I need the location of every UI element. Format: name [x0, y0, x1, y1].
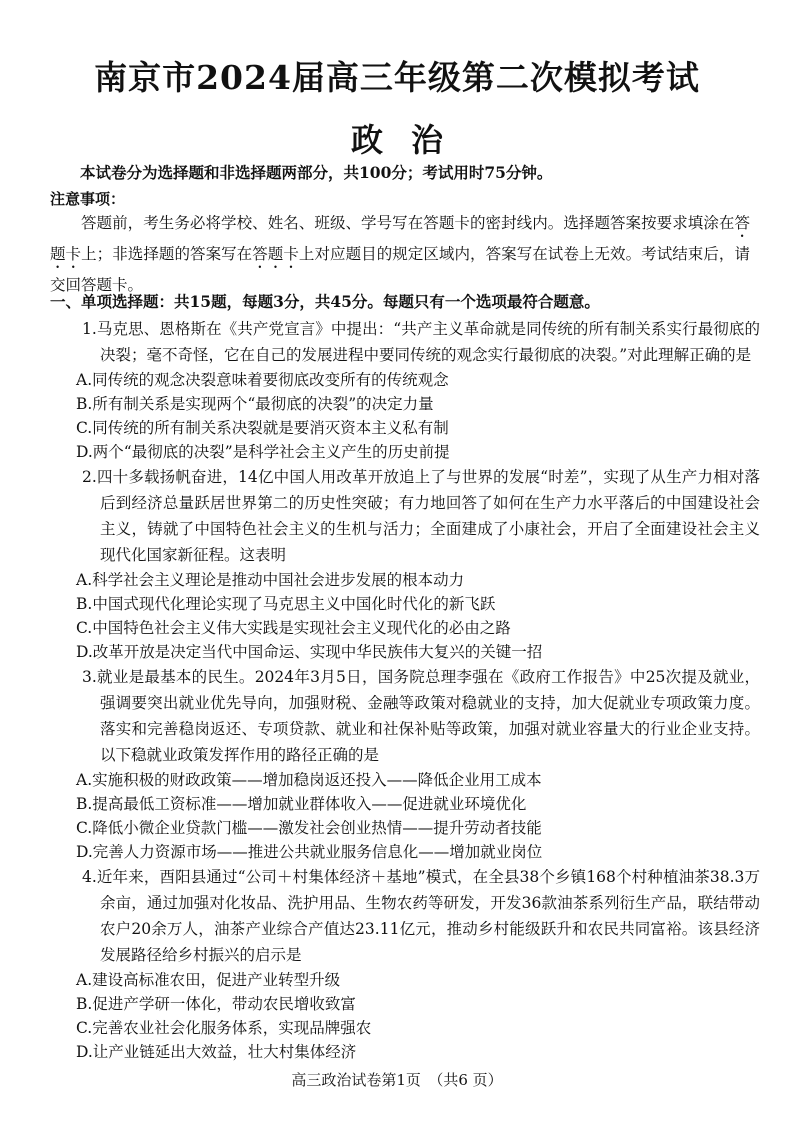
question-stem: 3.就业是最基本的民生。2024年3月5日，国务院总理李强在《政府工作报告》中25次提及就业，强调要突出就业优先导向，加强财税、金融等政策对稳就业的支持，加大促就业专项政策力度。落实和完善稳岗返还、专项贷款、就业和社保补贴等政策，加强对就业容量大的行业企业支持。以下稳就业政策发挥作用的路径正确的是 — [82, 668, 760, 764]
option-b: B.促进产学研一体化，带动农民增收致富 — [76, 995, 356, 1013]
option-d: D.两个“最彻底的决裂”是科学社会主义产生的历史前提 — [76, 443, 450, 461]
option-a: A.实施积极的财政政策——增加稳岗返还投入——降低企业用工成本 — [76, 771, 542, 789]
page-footer: 高三政治试卷第1页 （共6 页） — [291, 1071, 503, 1089]
question-4 — [50, 864, 760, 1064]
option-d: D.改革开放是决定当代中国命运、实现中华民族伟大复兴的关键一招 — [76, 643, 543, 661]
option-a: A.同传统的观念决裂意味着要彻底改变所有的传统观念 — [76, 371, 449, 389]
notice-emphasis-2: 答题卡 — [252, 245, 299, 263]
section-heading: 一、单项选择题：共15题，每题3分，共45分。每题只有一个选项最符合题意。 — [50, 292, 600, 311]
option-c: C.完善农业社会化服务体系，实现品牌强农 — [76, 1019, 372, 1037]
question-list — [50, 316, 760, 1064]
notice-text-1: 答题前，考生务必将学校、姓名、班级、学号写在答题卡的密封线内。选择题答案按要求填涂在 — [81, 214, 735, 232]
option-a: A.科学社会主义理论是推动中国社会进步发展的根本动力 — [76, 571, 465, 589]
notice-text-4: 。 — [127, 276, 144, 294]
option-d: D.让产业链延出大效益，壮大村集体经济 — [76, 1043, 357, 1061]
option-b: B.中国式现代化理论实现了马克思主义中国化时代化的新飞跃 — [76, 595, 496, 613]
option-b: B.提高最低工资标准——增加就业群体收入——促进就业环境优化 — [76, 795, 527, 813]
option-c: C.中国特色社会主义伟大实践是实现社会主义现代化的必由之路 — [76, 619, 511, 637]
option-c: C.同传统的所有制关系决裂就是要消灭资本主义私有制 — [76, 419, 449, 437]
notice-text-3: 上对应题目的规定区域内，答案写在试卷上无效。考试结束后，请交回 — [50, 245, 750, 294]
option-d: D.完善人力资源市场——推进公共就业服务信息化——增加就业岗位 — [76, 843, 543, 861]
exam-title: 南京市2024届高三年级第二次模拟考试 — [94, 58, 700, 97]
question-stem: 2.四十多载扬帆奋进，14亿中国人用改革开放追上了与世界的发展“时差”，实现了从生产力相对落后到经济总量跃居世界第二的历史性突破；有力地回答了如何在生产力水平落后的中国建设社会主义，铸就了中国特色社会主义的生机与活力；全面建成了小康社会，开启了全面建设社会主义现代化国家新征程。这表明 — [82, 468, 760, 564]
notice-heading: 注意事项： — [50, 190, 126, 208]
option-b: B.所有制关系是实现两个“最彻底的决裂”的决定力量 — [76, 395, 434, 413]
question-3 — [50, 664, 760, 864]
question-stem: 4.近年来，酉阳县通过“公司＋村集体经济＋基地”模式，在全县38个乡镇168个村种植油茶38.3万余亩，通过加强对化妆品、洗护用品、生物农药等研发，开发36款油茶系列衍生产品，联结带动农户20余万人，油茶产业综合产值达23.11亿元，推动乡村能级跃升和农民共同富裕。该县经济发展路径给乡村振兴的启示是 — [82, 868, 760, 964]
option-a: A.建设高标准农田，促进产业转型升级 — [76, 971, 341, 989]
notice-emphasis-1: 答题卡 — [50, 214, 750, 263]
question-stem: 1.马克思、恩格斯在《共产党宣言》中提出：“共产主义革命就是同传统的所有制关系实行最彻底的决裂；毫不奇怪，它在自己的发展进程中要同传统的观念实行最彻底的决裂。”对此理解正确的是 — [82, 320, 760, 364]
notice-emphasis-3: 答题卡 — [81, 276, 128, 294]
notice-text-2: 上；非选择题的答案写在 — [81, 245, 253, 263]
exam-intro: 本试卷分为选择题和非选择题两部分，共100分；考试用时75分钟。 — [80, 163, 553, 182]
option-c: C.降低小微企业贷款门槛——激发社会创业热情——提升劳动者技能 — [76, 819, 542, 837]
subject-title: 政治 — [350, 121, 471, 159]
question-2 — [50, 464, 760, 664]
question-1 — [50, 316, 760, 464]
